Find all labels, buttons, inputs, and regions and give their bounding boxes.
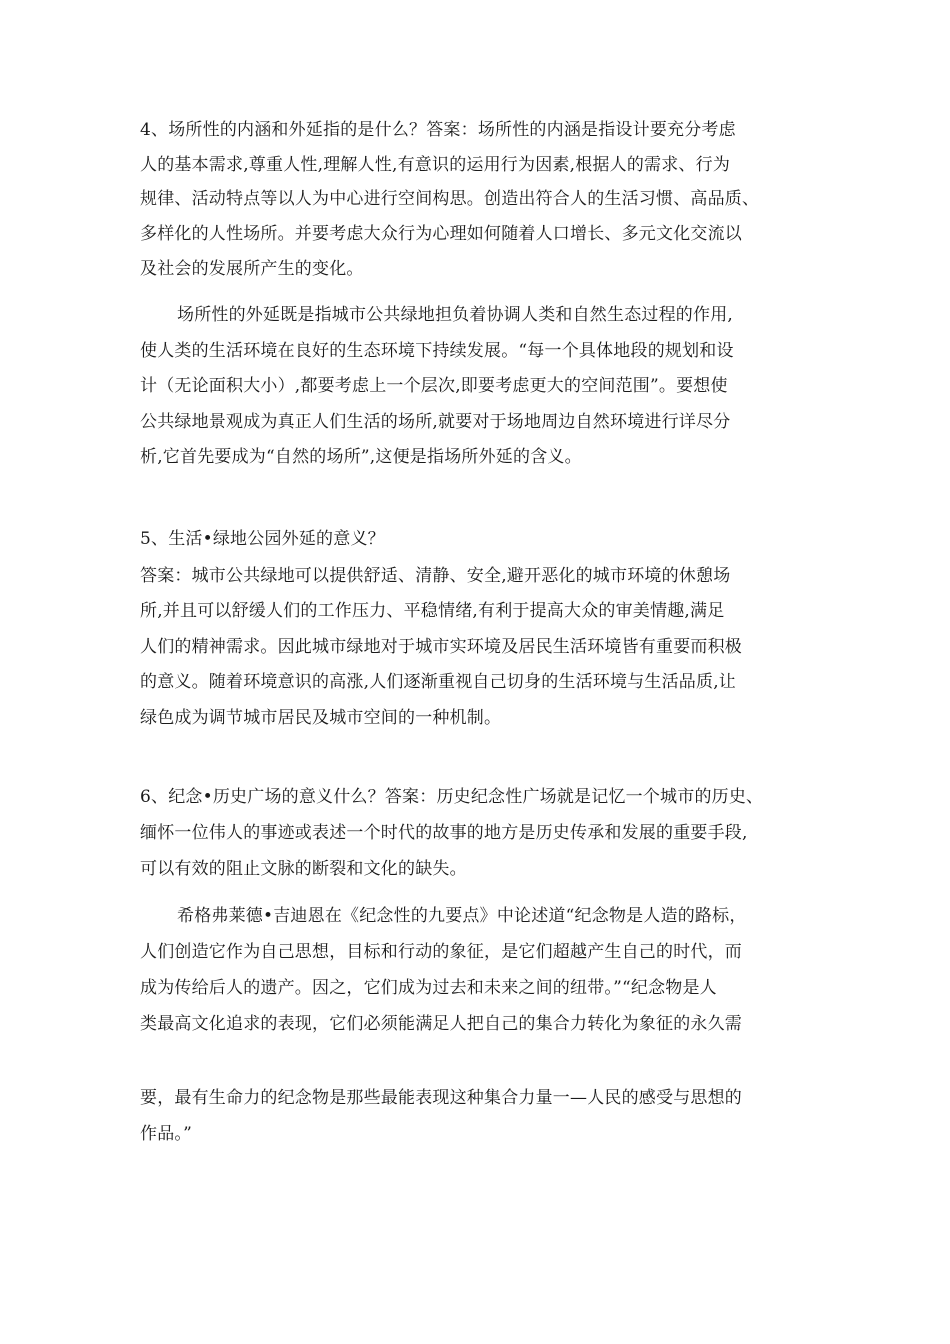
q4-answer-line: 规律、活动特点等以人为中心进行空间构思。创造出符合人的生活习惯、高品质、 [140, 189, 760, 209]
q5-answer-line: 的意义。随着环境意识的高涨,人们逐渐重视自己切身的生活环境与生活品质,让 [140, 672, 737, 692]
q6-quote-line: 成为传给后人的遗产。因之，它们成为过去和未来之间的纽带。”“纪念物是人 [140, 978, 717, 998]
q6-quote-line: 要，最有生命力的纪念物是那些最能表现这种集合力量一—人民的感受与思想的 [140, 1088, 742, 1108]
q4-paragraph2-line: 场所性的外延既是指城市公共绿地担负着协调人类和自然生态过程的作用, [177, 305, 734, 325]
q5-answer-line: 答案：城市公共绿地可以提供舒适、清静、安全,避开恶化的城市环境的休憩场 [140, 566, 731, 586]
q4-answer-line: 多样化的人性场所。并要考虑大众行为心理如何随着人口增长、多元文化交流以 [140, 224, 742, 244]
q4-paragraph2-line: 公共绿地景观成为真正人们生活的场所,就要对于场地周边自然环境进行详尽分 [140, 412, 731, 432]
q4-paragraph2-line: 使人类的生活环境在良好的生态环境下持续发展。“每一个具体地段的规划和设 [140, 341, 734, 361]
q5-answer-line: 所,并且可以舒缓人们的工作压力、平稳情绪,有利于提高大众的审美情趣,满足 [140, 601, 725, 621]
q4-paragraph2-line: 计（无论面积大小）,都要考虑上一个层次,即要考虑更大的空间范围”。要想使 [140, 376, 728, 396]
q4-answer-line: 及社会的发展所产生的变化。 [140, 259, 364, 279]
q5-question-line: 5、生活•绿地公园外延的意义？ [140, 529, 385, 549]
q6-quote-line: 人们创造它作为自己思想，目标和行动的象征，是它们超越产生自己的时代，而 [140, 942, 742, 962]
q6-quote-line: 作品。” [140, 1124, 192, 1144]
q4-answer-line: 人的基本需求,尊重人性,理解人性,有意识的运用行为因素,根据人的需求、行为 [140, 155, 731, 175]
q6-quote-line: 希格弗莱德•吉迪恩在《纪念性的九要点》中论述道“纪念物是人造的路标， [177, 906, 747, 926]
q6-answer-line: 可以有效的阻止文脉的断裂和文化的缺失。 [140, 859, 467, 879]
q5-answer-line: 绿色成为调节城市居民及城市空间的一种机制。 [140, 708, 502, 728]
q4-paragraph2-line: 析,它首先要成为“自然的场所”,这便是指场所外延的含义。 [140, 447, 582, 467]
q6-quote-line: 类最高文化追求的表现，它们必须能满足人把自己的集合力转化为象征的永久需 [140, 1014, 742, 1034]
q4-question-line: 4、场所性的内涵和外延指的是什么？答案：场所性的内涵是指设计要充分考虑 [140, 120, 736, 140]
q6-answer-line: 缅怀一位伟人的事迹或表述一个时代的故事的地方是历史传承和发展的重要手段, [140, 823, 748, 843]
q6-question-line: 6、纪念•历史广场的意义什么？答案：历史纪念性广场就是记忆一个城市的历史、 [140, 787, 764, 807]
q5-answer-line: 人们的精神需求。因此城市绿地对于城市实环境及居民生活环境皆有重要而积极 [140, 637, 742, 657]
